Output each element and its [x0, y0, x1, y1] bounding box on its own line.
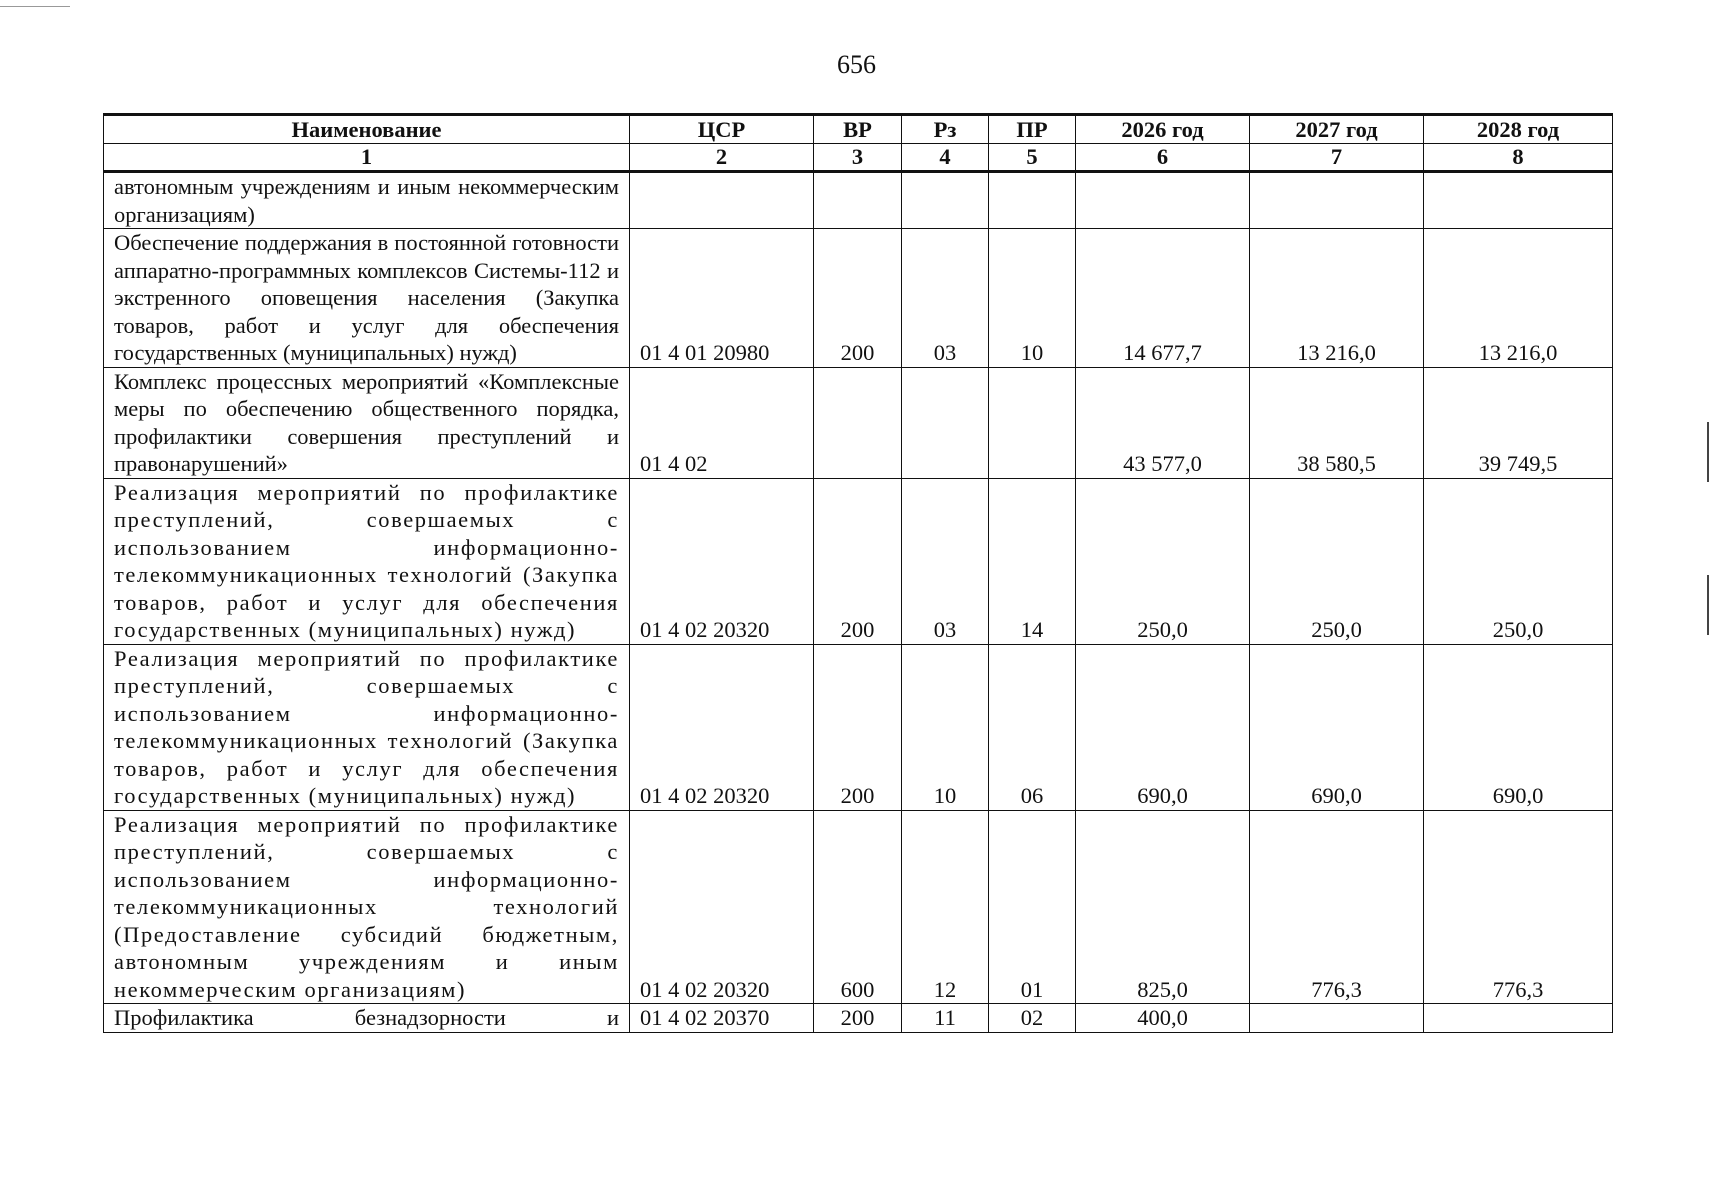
row-rz: 12	[902, 810, 989, 1004]
table-row	[104, 172, 1613, 229]
row-2026: 43 577,0	[1076, 367, 1250, 478]
row-rz: 03	[902, 229, 989, 368]
row-vr: 200	[814, 644, 902, 810]
scan-edge-mark	[1707, 422, 1709, 482]
row-pr: 14	[989, 478, 1076, 644]
row-pr	[989, 172, 1076, 229]
row-2026: 690,0	[1076, 644, 1250, 810]
column-number-row	[104, 144, 1613, 172]
row-pr: 02	[989, 1004, 1076, 1033]
table-row	[104, 1004, 1613, 1033]
table-row	[104, 810, 1613, 1004]
row-rz: 10	[902, 644, 989, 810]
row-vr: 200	[814, 229, 902, 368]
row-csr: 01 4 02	[630, 367, 814, 478]
row-2027: 250,0	[1250, 478, 1424, 644]
column-header: ВР	[814, 115, 902, 144]
row-2028: 39 749,5	[1424, 367, 1613, 478]
column-header: Наименование	[104, 115, 630, 144]
row-csr: 01 4 01 20980	[630, 229, 814, 368]
row-2028	[1424, 172, 1613, 229]
row-csr	[630, 172, 814, 229]
row-2026: 400,0	[1076, 1004, 1250, 1033]
table-row	[104, 367, 1613, 478]
row-pr	[989, 367, 1076, 478]
row-2027: 13 216,0	[1250, 229, 1424, 368]
column-header: 2026 год	[1076, 115, 1250, 144]
row-rz	[902, 172, 989, 229]
row-2027	[1250, 172, 1424, 229]
row-2027	[1250, 1004, 1424, 1033]
row-name: Обеспечение поддержания в постоянной готовности аппаратно-программных комплексов Системы-112 и экстренного оповещения населения (Закупка товаров, работ и услуг для обеспечения государственных (муниципальных) нужд)	[104, 229, 630, 368]
row-pr: 01	[989, 810, 1076, 1004]
page-number: 656	[837, 50, 876, 79]
column-number: 5	[989, 144, 1076, 172]
row-name: Реализация мероприятий по профилактике преступлений, совершаемых с использованием информационно-телекоммуникационных технологий (Предоставление субсидий бюджетным, автономным учреждениям и иным некоммерческим организациям)	[104, 810, 630, 1004]
table-row	[104, 644, 1613, 810]
column-header: 2027 год	[1250, 115, 1424, 144]
column-number: 6	[1076, 144, 1250, 172]
row-csr: 01 4 02 20320	[630, 810, 814, 1004]
row-2026: 250,0	[1076, 478, 1250, 644]
row-2027: 690,0	[1250, 644, 1424, 810]
column-header: ЦСР	[630, 115, 814, 144]
row-name: Реализация мероприятий по профилактике преступлений, совершаемых с использованием информационно-телекоммуникационных технологий (Закупка товаров, работ и услуг для обеспечения государственных (муниципальных) нужд)	[104, 478, 630, 644]
row-csr: 01 4 02 20320	[630, 644, 814, 810]
row-vr: 600	[814, 810, 902, 1004]
column-number: 4	[902, 144, 989, 172]
column-header: 2028 год	[1424, 115, 1613, 144]
column-number: 3	[814, 144, 902, 172]
row-2026	[1076, 172, 1250, 229]
row-rz	[902, 367, 989, 478]
column-number: 7	[1250, 144, 1424, 172]
row-2028: 776,3	[1424, 810, 1613, 1004]
row-vr: 200	[814, 478, 902, 644]
row-vr	[814, 367, 902, 478]
row-name: Комплекс процессных мероприятий «Комплексные меры по обеспечению общественного порядка, профилактики совершения преступлений и правонарушений»	[104, 367, 630, 478]
column-header: ПР	[989, 115, 1076, 144]
row-2028	[1424, 1004, 1613, 1033]
column-number: 2	[630, 144, 814, 172]
column-number: 1	[104, 144, 630, 172]
table-row	[104, 229, 1613, 368]
row-name: автономным учреждениям и иным некоммерческим организациям)	[104, 172, 630, 229]
row-2027: 38 580,5	[1250, 367, 1424, 478]
row-2028: 250,0	[1424, 478, 1613, 644]
row-pr: 06	[989, 644, 1076, 810]
scan-edge-mark	[0, 6, 70, 7]
row-2027: 776,3	[1250, 810, 1424, 1004]
row-vr	[814, 172, 902, 229]
table-row	[104, 478, 1613, 644]
row-2028: 13 216,0	[1424, 229, 1613, 368]
scan-edge-mark	[1707, 575, 1709, 635]
row-name: Реализация мероприятий по профилактике преступлений, совершаемых с использованием информационно-телекоммуникационных технологий (Закупка товаров, работ и услуг для обеспечения государственных (муниципальных) нужд)	[104, 644, 630, 810]
column-number: 8	[1424, 144, 1613, 172]
row-vr: 200	[814, 1004, 902, 1033]
row-rz: 03	[902, 478, 989, 644]
column-header: Рз	[902, 115, 989, 144]
row-2028: 690,0	[1424, 644, 1613, 810]
row-csr: 01 4 02 20320	[630, 478, 814, 644]
row-2026: 14 677,7	[1076, 229, 1250, 368]
row-csr: 01 4 02 20370	[630, 1004, 814, 1033]
row-2026: 825,0	[1076, 810, 1250, 1004]
header-row	[104, 115, 1613, 144]
row-name: Профилактика безнадзорности и	[104, 1004, 630, 1033]
row-rz: 11	[902, 1004, 989, 1033]
row-pr: 10	[989, 229, 1076, 368]
budget-table	[103, 113, 1613, 1033]
